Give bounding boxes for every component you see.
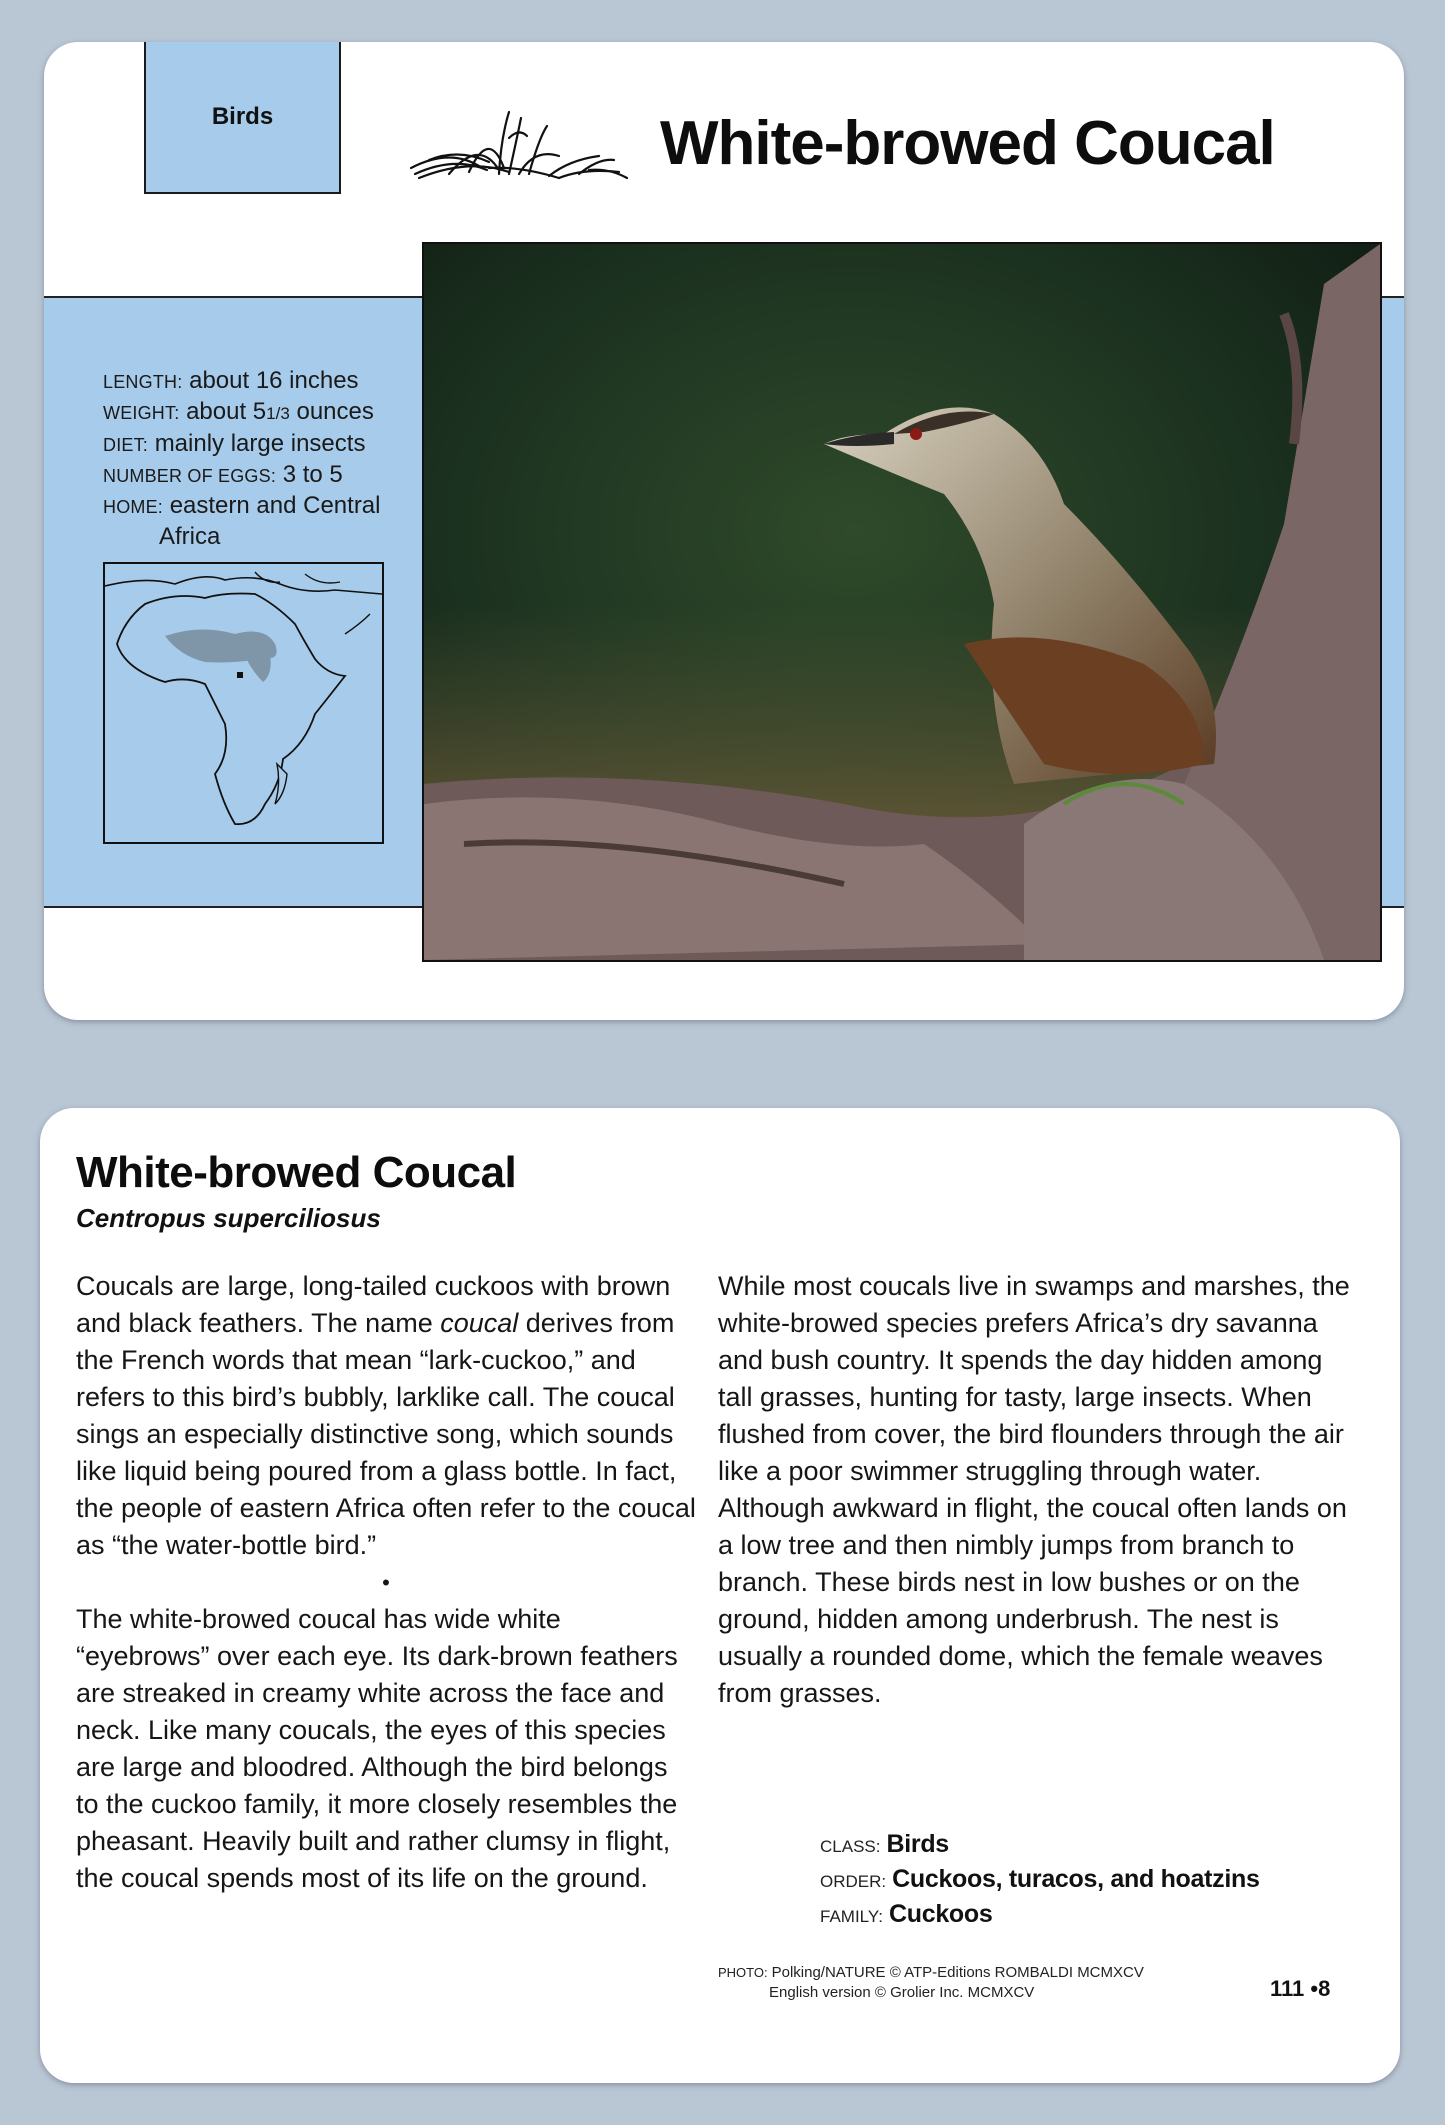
taxonomy	[820, 1828, 1260, 1933]
card-number: 111 •8	[1270, 1976, 1331, 2001]
fact-eggs	[103, 460, 393, 491]
africa-map-icon	[105, 564, 382, 842]
range-map	[103, 562, 384, 844]
taxonomy-family	[820, 1898, 1260, 1933]
taxonomy-value: Cuckoos, turacos, and hoatzins	[892, 1865, 1260, 1893]
credits-line-1	[718, 1963, 1144, 1983]
fact-value: mainly large insects	[154, 430, 366, 457]
paragraph-separator: •	[382, 1570, 390, 1595]
taxonomy-order	[820, 1863, 1260, 1898]
fact-label: HOME:	[103, 497, 164, 517]
front-card	[44, 42, 1404, 1020]
coucal-photo-image	[424, 244, 1380, 960]
fact-home-cont	[103, 522, 393, 552]
fact-fraction: 1/3	[266, 404, 290, 423]
paragraph-1-part-b: derives from the French words that mean “lark-cuckoo,” and refers to this bird’s bubbly, larklike call. The coucal sings an especially distinctive song, which sounds like liquid being poured from a glass bottle. In fact, the people of eastern Africa often refer to the coucal as “the water-bottle bird.”	[76, 1308, 696, 1560]
grass-icon	[409, 108, 629, 184]
paragraph-2: The white-browed coucal has wide white “eyebrows” over each eye. Its dark-brown feathers are streaked in creamy white across the face and neck. Like many coucals, the eyes of this species are large and bloodred. Although the bird belongs to the cuckoo family, it more closely resembles the pheasant. Heavily built and rather clumsy in flight, the coucal spends most of its life on the ground.	[76, 1604, 678, 1893]
fact-length	[103, 366, 393, 397]
paragraph-3: While most coucals live in swamps and marshes, the white-browed species prefers Africa’s dry savanna and bush country. It spends the day hidden among tall grasses, hunting for tasty, large insects. When flushed from cover, the bird flounders through the air like a poor swimmer struggling through water. Although awkward in flight, the coucal often lands on a low tree and then nimbly jumps from branch to branch. These birds nest in low bushes or on the ground, hidden among underbrush. The nest is usually a rounded dome, which the female weaves from grasses.	[718, 1271, 1350, 1708]
taxonomy-label: ORDER:	[820, 1872, 887, 1891]
fact-diet	[103, 429, 393, 460]
back-card	[40, 1108, 1400, 2083]
fact-value: 3 to 5	[282, 461, 343, 488]
paragraph-1	[76, 1268, 696, 1564]
credits-text: Polking/NATURE © ATP-Editions ROMBALDI MCMXCV	[771, 1964, 1144, 1981]
photo-credits	[718, 1963, 1144, 2003]
fact-weight	[103, 397, 393, 429]
fact-value: eastern and Central	[169, 492, 381, 519]
fact-value: Africa	[159, 523, 221, 550]
back-title: White-browed Coucal	[76, 1148, 517, 1197]
taxonomy-class	[820, 1828, 1260, 1863]
taxonomy-value: Cuckoos	[889, 1900, 993, 1928]
fact-label: DIET:	[103, 435, 149, 455]
paragraph-1-part-a: Coucals are large, long-tailed cuckoos with brown and black feathers. The name	[76, 1271, 671, 1338]
category-tab	[144, 42, 341, 194]
taxonomy-label: CLASS:	[820, 1837, 881, 1856]
taxonomy-value: Birds	[886, 1830, 949, 1858]
fact-label: NUMBER OF EGGS:	[103, 466, 277, 486]
fact-label: LENGTH:	[103, 372, 183, 392]
category-label: Birds	[211, 103, 274, 130]
bird-photo	[422, 242, 1382, 962]
fact-value: about 5	[186, 398, 267, 425]
text-column-right	[718, 1268, 1358, 1712]
fact-label: WEIGHT:	[103, 403, 180, 423]
credits-line-2: English version © Grolier Inc. MCMXCV	[769, 1984, 1035, 2001]
credits-label: PHOTO:	[718, 1965, 768, 1980]
fact-value: about 16 inches	[189, 367, 359, 394]
scientific-name: Centropus superciliosus	[76, 1203, 381, 1233]
fact-home	[103, 491, 393, 522]
taxonomy-label: FAMILY:	[820, 1907, 883, 1926]
paragraph-1-emphasis: coucal	[440, 1308, 519, 1338]
fact-unit: ounces	[296, 398, 374, 425]
text-column-left	[76, 1268, 696, 1897]
fact-list	[103, 366, 393, 552]
front-title: White-browed Coucal	[660, 109, 1275, 178]
